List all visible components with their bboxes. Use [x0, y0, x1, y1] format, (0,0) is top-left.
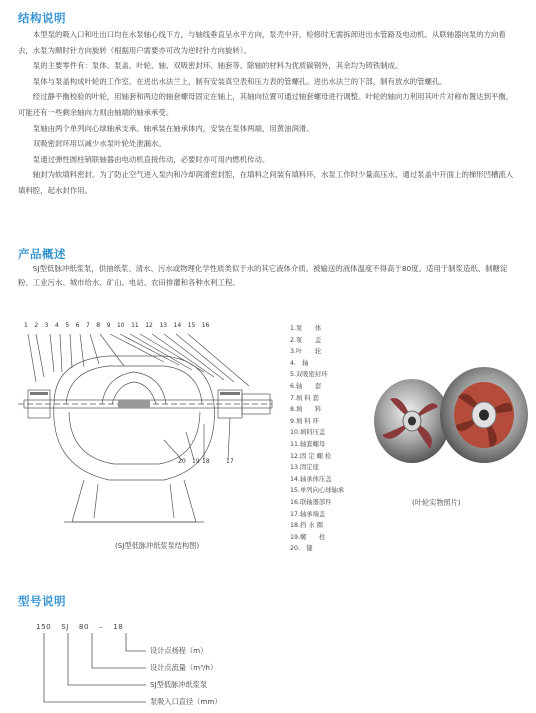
list-item: 3.叶 轮 [290, 348, 322, 356]
list-item: 7.填 料 套 [290, 394, 319, 402]
part-number: 4 [54, 322, 59, 329]
list-item: 19.螺 柱 [290, 533, 326, 541]
pump-structure-diagram [14, 322, 276, 536]
model-code-part: SJ [61, 622, 69, 631]
list-item: 10.填料压盖 [290, 429, 326, 437]
pump-drawing [14, 332, 276, 532]
list-item: 1.泵 体 [290, 325, 322, 332]
diagram-top-numbers [24, 322, 216, 329]
model-code-part: 80 [78, 622, 90, 631]
part-number: 18 [202, 458, 210, 465]
diagram-caption: (SJ型低脉冲纸浆泵结构图) [115, 541, 200, 550]
part-number: 17 [226, 458, 234, 465]
model-label-head: 设计点扬程（m） [150, 646, 208, 655]
part-number: 16 [201, 322, 210, 329]
paragraph: SJ型低脉冲纸浆泵，供抽纸浆、清水、污水或物理化学性质类似于水的其它液体介质。被输送的液体温度不得高于80度。适用于制浆造纸、制糖淀粉、工业污水、城市给水、矿山、电站、农田排灌和各种水利工程。 [18, 264, 508, 287]
part-number: 12 [145, 322, 153, 329]
paragraph: 轴封为软填料密封。为了防止空气进入泵内和冷却润滑密封腔，在填料之间装有填料环，水泵工作时少量高压水，通过泵盖中开面上的梯形凹槽流入填料腔，起水封作用。 [18, 170, 514, 195]
list-item: 8.填 料 [290, 406, 322, 414]
model-label-flow: 设计点流量（m³/h） [150, 663, 218, 672]
list-item: 9.填 料 环 [290, 417, 319, 425]
part-number: 11 [131, 322, 139, 329]
part-number: 2 [34, 322, 39, 329]
part-number: 14 [173, 322, 182, 329]
part-number: 15 [187, 322, 196, 329]
paragraph: 双吸密封环用以减少水泵叶轮处泄漏水。 [32, 139, 166, 149]
part-number: 20 [178, 458, 186, 465]
list-item: 6.轴 套 [290, 382, 322, 390]
model-bracket-lines [36, 622, 166, 712]
structure-section-title: 结构说明 [18, 11, 66, 25]
list-item: 4. 轴 [290, 359, 309, 367]
structure-description [18, 27, 520, 199]
list-item: 17.轴承端盖 [290, 510, 326, 518]
part-number: 8 [96, 322, 101, 329]
list-item: 13.固定座 [290, 464, 319, 472]
part-number: 6 [75, 322, 80, 329]
list-item: 20. 键 [290, 545, 313, 553]
overview-section-title: 产品概述 [18, 247, 66, 261]
part-number: 19 [192, 458, 200, 465]
photo-caption: (叶轮实物照片) [412, 498, 461, 507]
overview-description [18, 262, 520, 290]
list-item: 14.轴承体压盖 [290, 475, 332, 483]
model-section-title: 型号说明 [18, 594, 66, 608]
part-number: 13 [159, 322, 168, 329]
list-item: 12.固 定 螺 栓 [290, 452, 332, 460]
list-item: 2.泵 盖 [290, 336, 322, 344]
list-item: 11.轴套螺母 [290, 440, 326, 448]
list-item: 5.双吸密封环 [290, 371, 328, 379]
list-item: 16.联轴器部件 [290, 498, 332, 506]
model-code-part: 150 [36, 622, 52, 631]
model-label-inlet: 泵吸入口直径（mm） [150, 697, 222, 706]
paragraph: 泵通过弹性圆柱销联轴器由电动机直接传动，必要时亦可用内燃机传动。 [32, 154, 270, 164]
list-item: 15.单列向心球轴承 [290, 487, 345, 495]
paragraph: 泵体与泵盖构成叶轮的工作室。在进出水法兰上，制有安装真空表和压力表的管螺孔。进出水法兰的下部，制有放水的管螺孔。 [32, 76, 447, 86]
part-number: 9 [106, 322, 111, 329]
part-number: 3 [44, 322, 49, 329]
impeller-photo [372, 363, 532, 473]
model-explanation [36, 622, 316, 712]
part-number: 1 [24, 322, 28, 329]
paragraph: 泵轴由两个单列向心球轴承支承。轴承装在轴承体内，安装在泵体两端，用黄油润滑。 [32, 123, 314, 133]
part-number: 7 [85, 322, 90, 329]
paragraph: 经过静平衡校验的叶轮，用轴套和两边的轴套螺母固定在轴上，其轴向位置可通过轴套螺母进行调整。叶轮的轴向力利用其叶片对称布置达到平衡，可能还有一些剩余轴向力则由轴端的轴承承受。 [18, 92, 514, 117]
part-number: 5 [65, 322, 70, 329]
paragraph: 泵的主要零件有：泵体、泵盖、叶轮、轴、双吸密封环、轴套等。除轴的材料为优质碳钢外，其余均为铸铁制成。 [32, 61, 403, 71]
part-number: 10 [116, 322, 125, 329]
model-code-part: – [99, 622, 104, 631]
model-label-type: SJ型低脉冲纸浆泵 [150, 680, 207, 689]
parts-list [290, 323, 370, 555]
model-code-part: 18 [113, 622, 124, 631]
list-item: 18.挡 水 圈 [290, 522, 323, 530]
paragraph: 本型泵的吸入口和吐出口均在水泵轴心线下方，与轴线垂直呈水平方向，泵壳中开，检修时无需拆卸进出水管路及电动机。从联轴器向泵的方向看去，水泵为顺时针方向旋转（根据用户需要亦可改为逆时针方向旋转）。 [18, 30, 506, 55]
